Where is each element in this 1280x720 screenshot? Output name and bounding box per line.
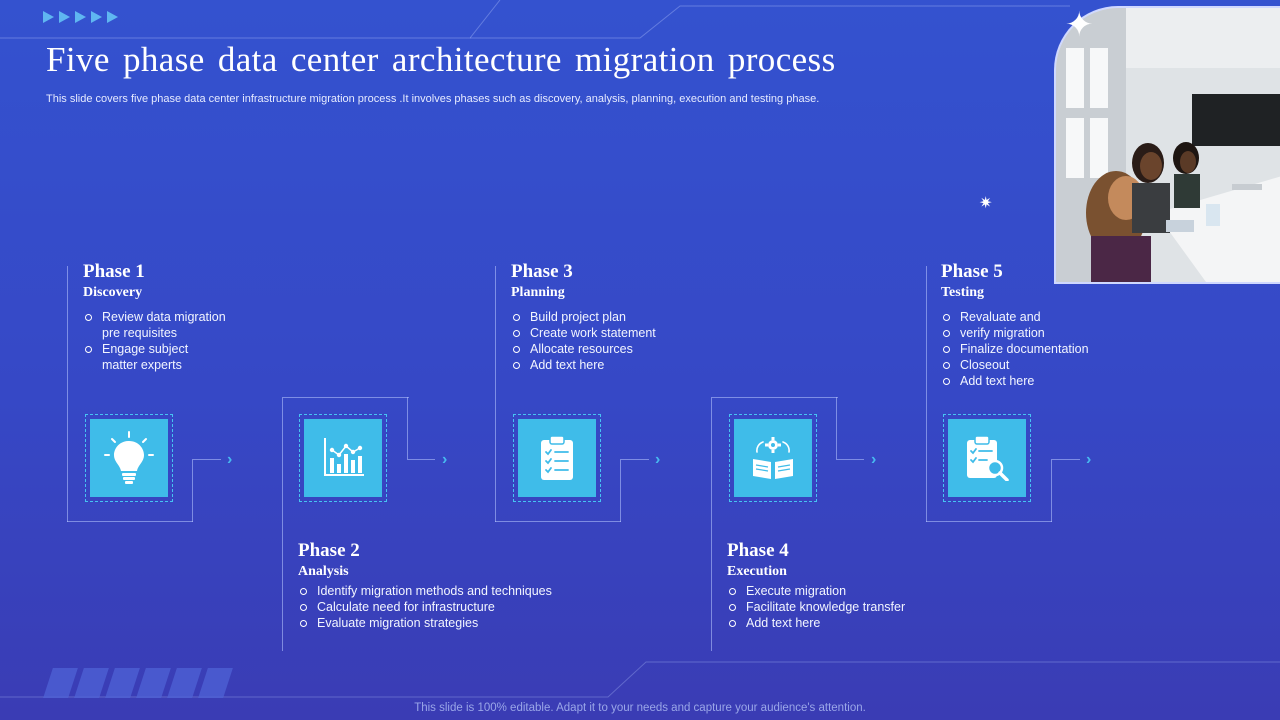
phase-3-icon-frame — [513, 414, 601, 502]
phase-5-base-line — [926, 521, 1052, 522]
page-title: Five phase data center architecture migration process — [46, 40, 836, 79]
phase-5-subtitle: Testing — [941, 285, 985, 300]
book-gears-icon — [750, 435, 796, 481]
phase-3-subtitle: Planning — [511, 285, 565, 300]
phase-2-bullet: Identify migration methods and techniques — [298, 583, 628, 599]
phase-5-bullet: Revaluate and — [941, 309, 1141, 325]
phase-1-bullet: Engage subject — [83, 341, 273, 357]
sparkle-icon: ✦ — [1065, 6, 1094, 44]
page-subtitle: This slide covers five phase data center infrastructure migration process .It involves phases such as discovery, analysis, planning, execution and testing phase. — [46, 93, 820, 105]
phase-5-bullet: verify migration — [941, 325, 1141, 341]
phase-3-bullet: Create work statement — [511, 325, 711, 341]
phase-3-guide-line — [495, 266, 496, 522]
meeting-photo — [1054, 6, 1280, 284]
phase-2-bullet: Evaluate migration strategies — [298, 615, 628, 631]
phase-4-subtitle: Execution — [727, 564, 787, 579]
phase-4-bullet: Facilitate knowledge transfer — [727, 599, 967, 615]
phase-2-bullet: Calculate need for infrastructure — [298, 599, 628, 615]
chevron-right-icon: › — [871, 451, 877, 468]
phase-3-title: Phase 3 — [511, 261, 573, 282]
chevron-right-icon: › — [442, 451, 448, 468]
phase-1-guide-line — [67, 266, 68, 522]
phase-2-connector-v — [407, 397, 408, 459]
phase-4-connector-h — [836, 459, 864, 460]
bottom-stripe-decoration — [48, 668, 228, 698]
phase-2-text — [298, 540, 628, 631]
sparkle-icon-small: ✷ — [979, 195, 993, 212]
top-arrow-decoration — [43, 11, 118, 23]
phase-4-icon-box — [734, 419, 812, 497]
phase-5-bullet: Finalize documentation — [941, 341, 1141, 357]
phase-5-text — [941, 261, 1141, 389]
phase-4-bullet: Add text here — [727, 615, 967, 631]
phase-5-guide-line — [926, 266, 927, 522]
phase-4-icon-frame — [729, 414, 817, 502]
clipboard-search-icon — [965, 435, 1009, 481]
footer-note: This slide is 100% editable. Adapt it to your needs and capture your audience's attention. — [414, 702, 866, 714]
phase-1-bullet: Review data migration — [83, 309, 273, 325]
phase-4-title: Phase 4 — [727, 540, 789, 561]
phase-3-base-line — [495, 521, 621, 522]
clipboard-checklist-icon — [539, 435, 575, 481]
chevron-right-icon: › — [655, 451, 661, 468]
lightbulb-icon — [103, 431, 155, 485]
phase-2-title: Phase 2 — [298, 540, 360, 561]
phase-5-icon-frame — [943, 414, 1031, 502]
phase-2-subtitle: Analysis — [298, 564, 349, 579]
phase-1-icon-box — [90, 419, 168, 497]
phase-3-connector — [620, 459, 649, 522]
phase-4-text — [727, 540, 967, 631]
phase-2-connector-h — [407, 459, 435, 460]
phase-4-bullet: Execute migration — [727, 583, 967, 599]
phase-1-connector — [192, 459, 221, 522]
phase-3-icon-box — [518, 419, 596, 497]
phase-1-bullet-cont: matter experts — [102, 358, 182, 372]
phase-1-base-line — [67, 521, 193, 522]
phase-1-title: Phase 1 — [83, 261, 145, 282]
chevron-right-icon: › — [227, 451, 233, 468]
phase-3-text — [511, 261, 711, 373]
phase-1-subtitle: Discovery — [83, 285, 143, 300]
phase-3-bullet: Add text here — [511, 357, 711, 373]
phase-5-connector — [1051, 459, 1080, 522]
phase-1-text — [83, 261, 273, 373]
phase-2-icon-box — [304, 419, 382, 497]
phase-2-icon-frame — [299, 414, 387, 502]
phase-5-bullet: Closeout — [941, 357, 1141, 373]
phase-3-bullet: Allocate resources — [511, 341, 711, 357]
phase-1-bullet-cont: pre requisites — [102, 326, 178, 340]
bar-chart-icon — [321, 438, 365, 478]
chevron-right-icon: › — [1086, 451, 1092, 468]
phase-5-icon-box — [948, 419, 1026, 497]
phase-5-bullet: Add text here — [941, 373, 1141, 389]
phase-4-connector-v — [836, 397, 837, 459]
phase-3-bullet: Build project plan — [511, 309, 711, 325]
phase-1-icon-frame — [85, 414, 173, 502]
phase-5-title: Phase 5 — [941, 261, 1003, 282]
